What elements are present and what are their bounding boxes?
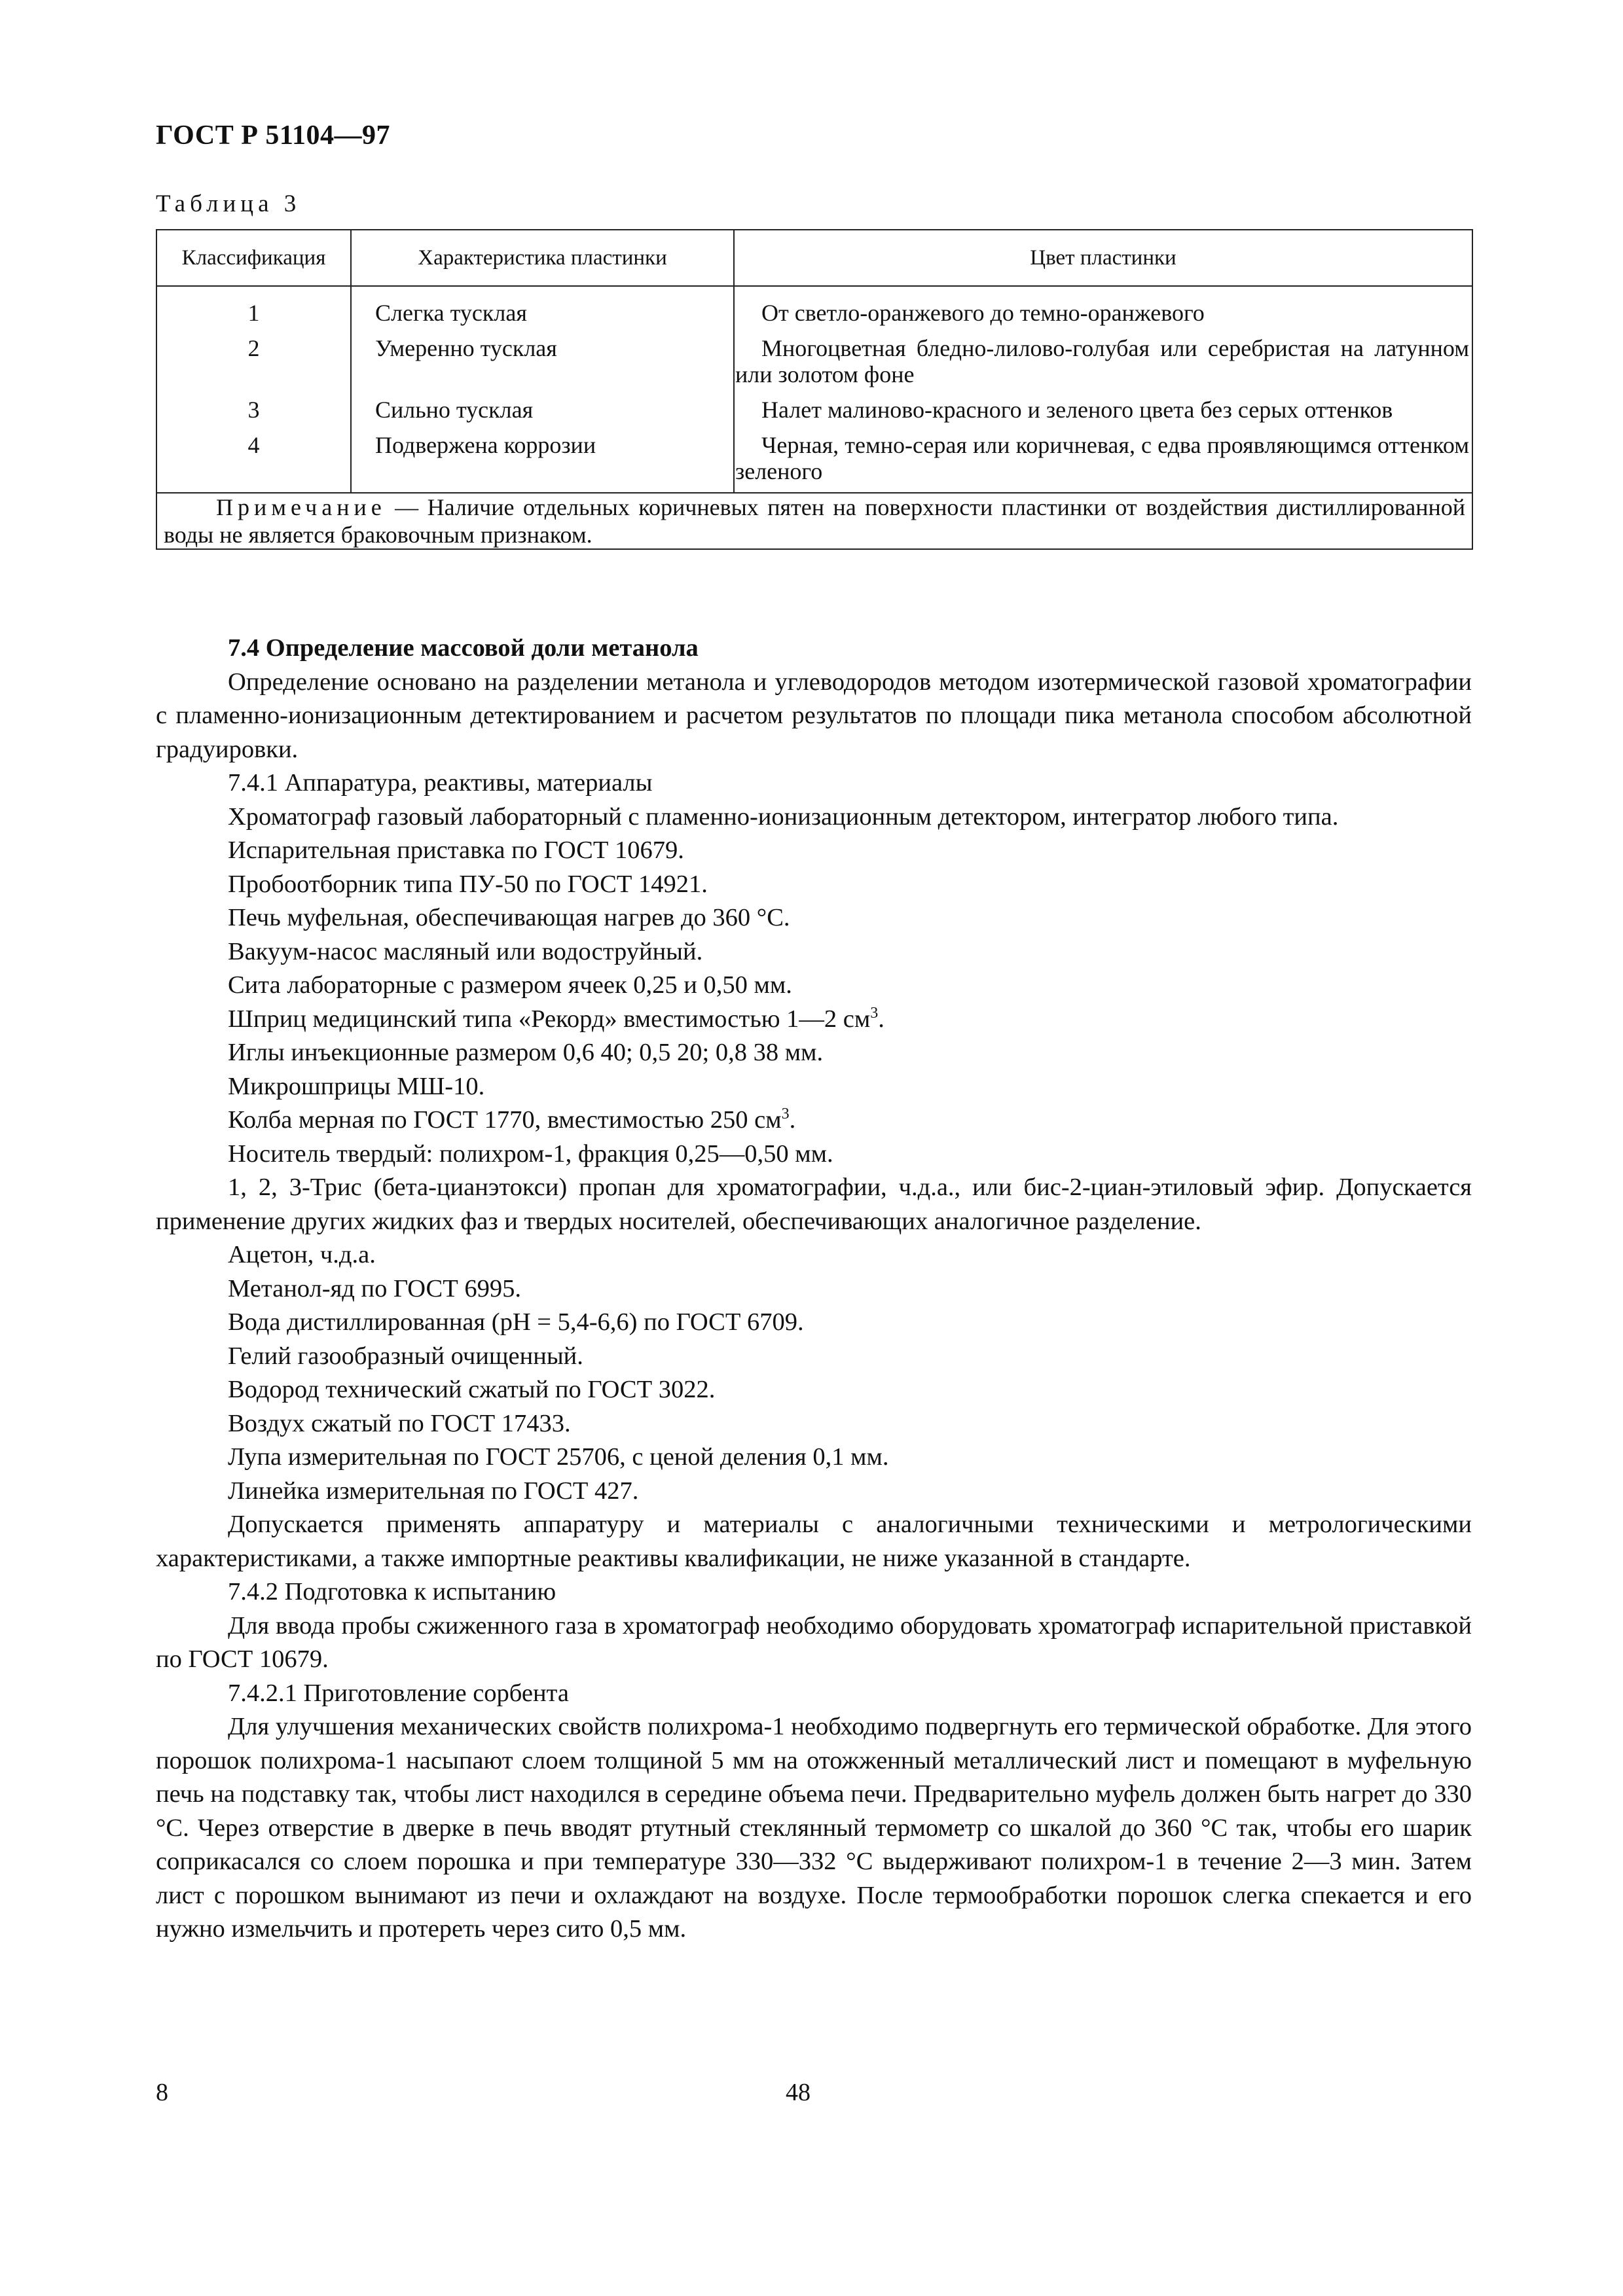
list-item xyxy=(156,1103,1472,1138)
table-row xyxy=(156,286,1472,335)
list-item: Испарительная приставка по ГОСТ 10679. xyxy=(228,836,684,864)
cell-color xyxy=(734,335,1472,397)
cell-color-text: Черная, темно-серая или коричневая, с едва проявляющимся оттенком зеленого xyxy=(735,432,1469,484)
plate-classification-table xyxy=(156,229,1473,550)
superscript: 3 xyxy=(781,1105,790,1123)
list-item-end: . xyxy=(878,1005,884,1033)
list-item: Сита лабораторные с размером ячеек 0,25 и 0,50 мм. xyxy=(228,971,792,999)
list-item: Пробоотборник типа ПУ-50 по ГОСТ 14921. xyxy=(228,870,708,898)
table-note xyxy=(156,493,1472,549)
table-caption: Таблица 3 xyxy=(156,190,301,217)
table-row xyxy=(156,432,1472,493)
cell-color xyxy=(734,286,1472,335)
list-item: Печь муфельная, обеспечивающая нагрев до 360 °С. xyxy=(228,904,790,931)
list-item-end: . xyxy=(789,1106,796,1134)
cell-characteristic: Подвержена коррозии xyxy=(351,432,734,493)
cell-color xyxy=(734,432,1472,493)
cell-classification: 3 xyxy=(156,397,351,432)
cell-characteristic: Сильно тусклая xyxy=(351,397,734,432)
col-header-characteristic: Характеристика пластинки xyxy=(351,230,734,286)
list-item-text: Шприц медицинский типа «Рекорд» вместимостью 1—2 см xyxy=(228,1005,871,1033)
list-item: Носитель твердый: полихром-1, фракция 0,25—0,50 мм. xyxy=(228,1139,833,1168)
list-item: Вода дистиллированная (рН = 5,4-6,6) по ГОСТ 6709. xyxy=(228,1308,804,1336)
list-item-text: Колба мерная по ГОСТ 1770, вместимостью 250 см xyxy=(228,1106,782,1134)
col-header-classification: Классификация xyxy=(156,230,351,286)
col-header-color: Цвет пластинки xyxy=(734,230,1472,286)
list-item: Хроматограф газовый лабораторный с пламенно-ионизационным детектором, интегратор любого типа. xyxy=(228,802,1339,831)
cell-color-text: От светло-оранжевого до темно-оранжевого xyxy=(761,300,1205,326)
cell-classification: 2 xyxy=(156,335,351,397)
document-code: ГОСТ Р 51104—97 xyxy=(156,120,391,151)
paragraph: Допускается применять аппаратуру и материалы с аналогичными техническими и метрологическими характеристиками, а также импортные реактивы квалификации, не ниже указанной в стандарте. xyxy=(156,1511,1472,1572)
subsection-heading: 7.4.1 Аппаратура, реактивы, материалы xyxy=(228,769,653,797)
table-row xyxy=(156,335,1472,397)
list-item: Вакуум-насос масляный или водоструйный. xyxy=(228,937,703,965)
paragraph: Для ввода пробы сжиженного газа в хроматограф необходимо оборудовать хроматограф испарительной приставкой по ГОСТ 10679. xyxy=(156,1611,1472,1673)
list-item: Лупа измерительная по ГОСТ 25706, с ценой деления 0,1 мм. xyxy=(228,1443,889,1471)
list-item: Гелий газообразный очищенный. xyxy=(228,1342,583,1370)
paragraph: Для улучшения механических свойств полихрома-1 необходимо подвергнуть его термической обработке. Для этого порошок полихрома-1 насыпают слоем толщиной 5 мм на отожженный металлический лист и помещают в муфельную печь на подставку так, чтобы лист находился в середине объема печи. Предварительно муфель должен быть нагрет до 330 °С. Через отверстие в дверке в печь вводят ртутный стеклянный термометр со шкалой до 360 °С так, чтобы его шарик соприкасался со слоем порошка и при температуре 330—332 °С выдерживают полихром-1 в течение 2—3 мин. Затем лист с порошком вынимают из печи и охлаждают на воздухе. После термообработки порошок слегка спекается и его нужно измельчить и протереть через сито 0,5 мм. xyxy=(156,1713,1472,1943)
superscript: 3 xyxy=(870,1004,879,1022)
list-item: Микрошприцы МШ-10. xyxy=(228,1072,485,1100)
table-note-row xyxy=(156,493,1472,549)
list-item: Метанол-яд по ГОСТ 6995. xyxy=(228,1274,521,1302)
page-number: 8 xyxy=(156,2079,168,2106)
cell-classification: 1 xyxy=(156,286,351,335)
note-text: — Наличие отдельных коричневых пятен на поверхности пластинки от воздействия дистиллированной воды не является браковочным признаком. xyxy=(164,494,1465,548)
subsection-heading: 7.4.2 Подготовка к испытанию xyxy=(228,1578,556,1605)
list-item: Водород технический сжатый по ГОСТ 3022. xyxy=(228,1376,716,1403)
list-item: Воздух сжатый по ГОСТ 17433. xyxy=(228,1409,571,1437)
cell-characteristic: Слегка тусклая xyxy=(351,286,734,335)
document-body xyxy=(156,632,1472,1946)
list-item: Линейка измерительная по ГОСТ 427. xyxy=(228,1477,639,1505)
list-item: 1, 2, 3-Трис (бета-цианэтокси) пропан для хроматографии, ч.д.а., или бис-2-циан-этиловый эфир. Допускается применение других жидких фаз и твердых носителей, обеспечивающих аналогичное разделение. xyxy=(156,1174,1472,1235)
cell-characteristic: Умеренно тусклая xyxy=(351,335,734,397)
cell-color-text: Многоцветная бледно-лилово-голубая или серебристая на латунном или золотом фоне xyxy=(735,335,1469,387)
table-header-row xyxy=(156,230,1472,286)
subsection-heading: 7.4.2.1 Приготовление сорбента xyxy=(228,1679,569,1707)
list-item: Иглы инъекционные размером 0,6 40; 0,5 20; 0,8 38 мм. xyxy=(228,1039,824,1066)
paragraph: Определение основано на разделении метанола и углеводородов методом изотермической газовой хроматографии с пламенно-ионизационным детектированием и расчетом результатов по площади пика метанола способом абсолютной градуировки. xyxy=(156,668,1472,763)
list-item: Ацетон, ч.д.а. xyxy=(228,1241,376,1268)
cell-classification: 4 xyxy=(156,432,351,493)
section-heading: 7.4 Определение массовой доли метанола xyxy=(228,634,699,662)
table-row xyxy=(156,397,1472,432)
cell-color xyxy=(734,397,1472,432)
note-label: Примечание xyxy=(216,494,386,520)
cell-color-text: Налет малиново-красного и зеленого цвета без серых оттенков xyxy=(761,397,1393,423)
list-item xyxy=(156,1003,1472,1037)
sheet-number: 48 xyxy=(786,2079,811,2106)
